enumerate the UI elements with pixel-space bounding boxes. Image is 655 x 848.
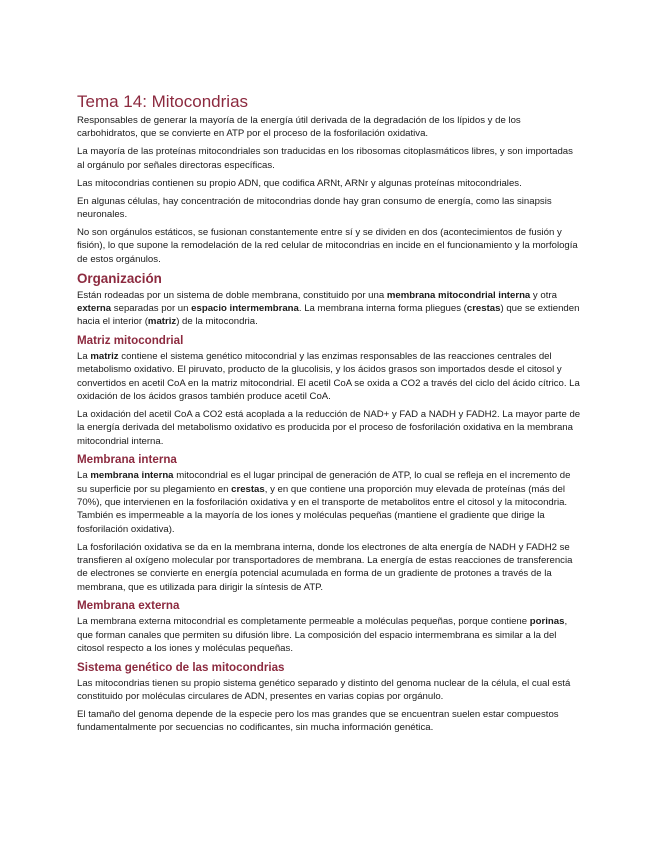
bold-term: porinas: [529, 616, 565, 628]
matriz-paragraph-2: La oxidación del acetil CoA a CO2 está acoplada a la reducción de NAD+ y FAD a NADH y FADH2. La mayor parte de la energía derivada del metabolismo oxidativo es producida por el proceso de fosforilación oxidativa en la membrana mitocondrial interna.: [77, 408, 581, 447]
membrana-interna-paragraph-1: La membrana interna mitocondrial es el lugar principal de generación de ATP, lo cual se refleja en el incremento de su superficie por su plegamiento en crestas, y en que contiene una proporción muy elevada de proteínas (más del 70%), que intervienen en la fosforilación oxidativa y en el transporte de metabolitos entre el citosol y la mitocondria. También es impermeable a la mayoría de los iones y moléculas pequeñas (mantiene el gradiente que dirige la fosforilación oxidativa).: [77, 470, 571, 535]
section-heading-membrana-interna: Membrana interna: [77, 453, 177, 467]
intro-paragraph-4: En algunas células, hay concentración de mitocondrias donde hay gran consumo de energía, como las sinapsis neuronales.: [77, 195, 552, 220]
intro-paragraph-3: Las mitocondrias contienen su propio ADN, que codifica ARNt, ARNr y algunas proteínas mitocondriales.: [77, 177, 522, 189]
bold-term: crestas: [231, 483, 265, 495]
section-heading-sistema-genetico: Sistema genético de las mitocondrias: [77, 660, 285, 674]
section-heading-membrana-externa: Membrana externa: [77, 599, 180, 613]
sistema-genetico-paragraph-2: El tamaño del genoma depende de la especie pero los mas grandes que se encuentran suelen estar compuestos fundamentalmente por secuencias no codificantes, sin mucha información genética.: [77, 708, 559, 734]
bold-term: membrana mitocondrial interna: [386, 289, 531, 301]
bold-term: externa: [77, 302, 112, 314]
sistema-genetico-paragraph-1: Las mitocondrias tienen su propio sistema genético separado y distinto del genoma nuclear de la célula, el cual está constituido por moléculas circulares de ADN, presentes en varias copias por orgánulo.: [77, 677, 571, 702]
membrana-externa-paragraph: La membrana externa mitocondrial es completamente permeable a moléculas pequeñas, porque contiene porinas, que forman canales que permiten su difusión libre. La composición del espacio intermembrana es similar a la del citosol respecto a los iones y moléculas pequeñas.: [77, 616, 568, 655]
organizacion-paragraph: Están rodeadas por un sistema de doble membrana, constituido por una membrana mitocondrial interna y otra externa separadas por un espacio intermembrana. La membrana interna forma pliegues (crestas) que se extienden hacia el interior (matriz) de la mitocondria.: [77, 289, 580, 328]
bold-term: matriz: [90, 350, 119, 362]
intro-paragraph-5: No son orgánulos estáticos, se fusionan constantemente entre sí y se dividen en dos (acontecimientos de fusión y fisión), lo que supone la remodelación de la red celular de mitocondrias en incide en el funcionamiento y la morfología de estos orgánulos.: [77, 226, 578, 265]
bold-term: matriz: [147, 316, 177, 328]
section-heading-matriz: Matriz mitocondrial: [77, 333, 184, 347]
document-body: [77, 92, 581, 739]
bold-term: espacio intermembrana: [191, 302, 299, 314]
intro-paragraph-2: La mayoría de las proteínas mitocondriales son traducidas en los ribosomas citoplasmáticos libres, y son importadas al orgánulo por señales directoras específicas.: [77, 146, 573, 171]
page-title: Tema 14: Mitocondrias: [77, 92, 249, 111]
matriz-paragraph-1: La matriz contiene el sistema genético mitocondrial y las enzimas responsables de las reacciones centrales del metabolismo oxidativo. El piruvato, producto de la glucolisis, y los ácidos grasos son importados desde el citosol y convertidos en acetil CoA en la matriz mitocondrial. El acetil CoA se oxida a CO2 a través del ciclo del ácido cítrico. La oxidación de los ácidos grasos también produce acetil CoA.: [77, 350, 580, 402]
membrana-interna-paragraph-2: La fosforilación oxidativa se da en la membrana interna, donde los electrones de alta energía de NADH y FADH2 se transfieren al oxígeno molecular por transportadores de membrana. La energía de estas reacciones de transferencia de electrones se convierte en energía potencial acumulada en forma de un gradiente de protones a través de la membrana, que es utilizada para dirigir la síntesis de ATP.: [77, 541, 573, 593]
intro-paragraph-1: Responsables de generar la mayoría de la energía útil derivada de la degradación de los lípidos y de los carbohidratos, que se convierte en ATP por el proceso de la fosforilación oxidativa.: [77, 115, 521, 140]
bold-term: membrana interna: [90, 470, 174, 482]
bold-term: crestas: [466, 302, 501, 314]
section-heading-organizacion: Organización: [77, 270, 162, 286]
